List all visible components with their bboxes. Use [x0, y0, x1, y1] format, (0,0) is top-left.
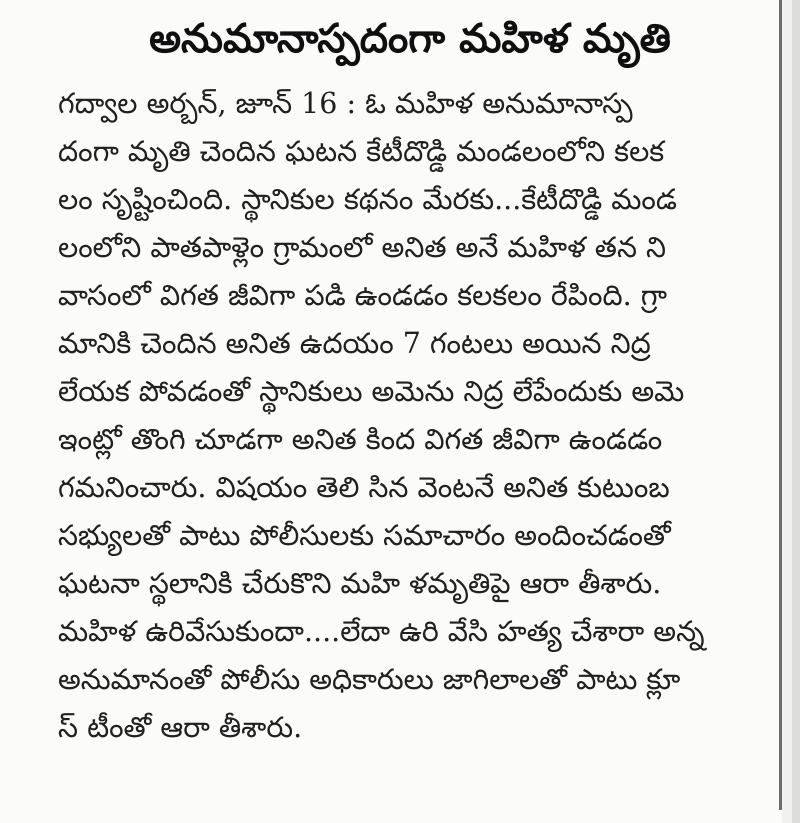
article-line-14: స్ టీంతో ఆరా తీశారు. — [58, 711, 303, 744]
article-line-11: ఘటనా స్థలానికి చేరుకొని మహి ళమృతిపై ఆరా తీశారు. — [58, 567, 662, 600]
article-line-2: దంగా మృతి చెందిన ఘటన కేటీదొడ్డి మండలంలోని కలక — [58, 135, 665, 168]
article-line-9: గమనించారు. విషయం తెలి సిన వెంటనే అనిత కుటుంబ — [58, 471, 670, 504]
article-line-3: లం సృష్టించింది. స్థానికుల కథనం మేరకు...కేటీదొడ్డి మండ — [58, 183, 677, 216]
article-line-5: వాసంలో విగత జీవిగా పడి ఉండడం కలకలం రేపింది. గ్రా — [58, 279, 667, 312]
article-line-10: సభ్యులతో పాటు పోలీసులకు సమాచారం అందించడంతో — [58, 519, 671, 552]
page-margin-shadow — [792, 0, 800, 823]
column-divider — [779, 0, 782, 810]
headline: అనుమానాస్పదంగా మహిళ మృతి — [149, 16, 671, 62]
article-line-6: మానికి చెందిన అనిత ఉదయం 7 గంటలు అయిన నిద్ర — [58, 327, 651, 360]
article-line-7: లేయక పోవడంతో స్థానికులు అమెను నిద్ర లేపేందుకు అమె — [58, 375, 685, 408]
article-line-1: గద్వాల అర్బన్, జూన్ 16 : ఓ మహిళ అనుమానాస్ప — [58, 87, 633, 120]
article-line-12: మహిళ ఉరివేసుకుందా....లేదా ఉరి వేసి హత్య చేశారా అన్న — [58, 615, 705, 648]
article-line-8: ఇంట్లో తొంగి చూడగా అనిత కింద విగత జీవిగా ఉండడం — [58, 423, 663, 456]
article-line-4: లంలోని పాతపాళ్లెం గ్రామంలో అనిత అనే మహిళ తన ని — [58, 231, 667, 264]
article-line-13: అనుమానంతో పోలీసు అధికారులు జాగిలాలతో పాటు క్లూ — [58, 663, 681, 696]
